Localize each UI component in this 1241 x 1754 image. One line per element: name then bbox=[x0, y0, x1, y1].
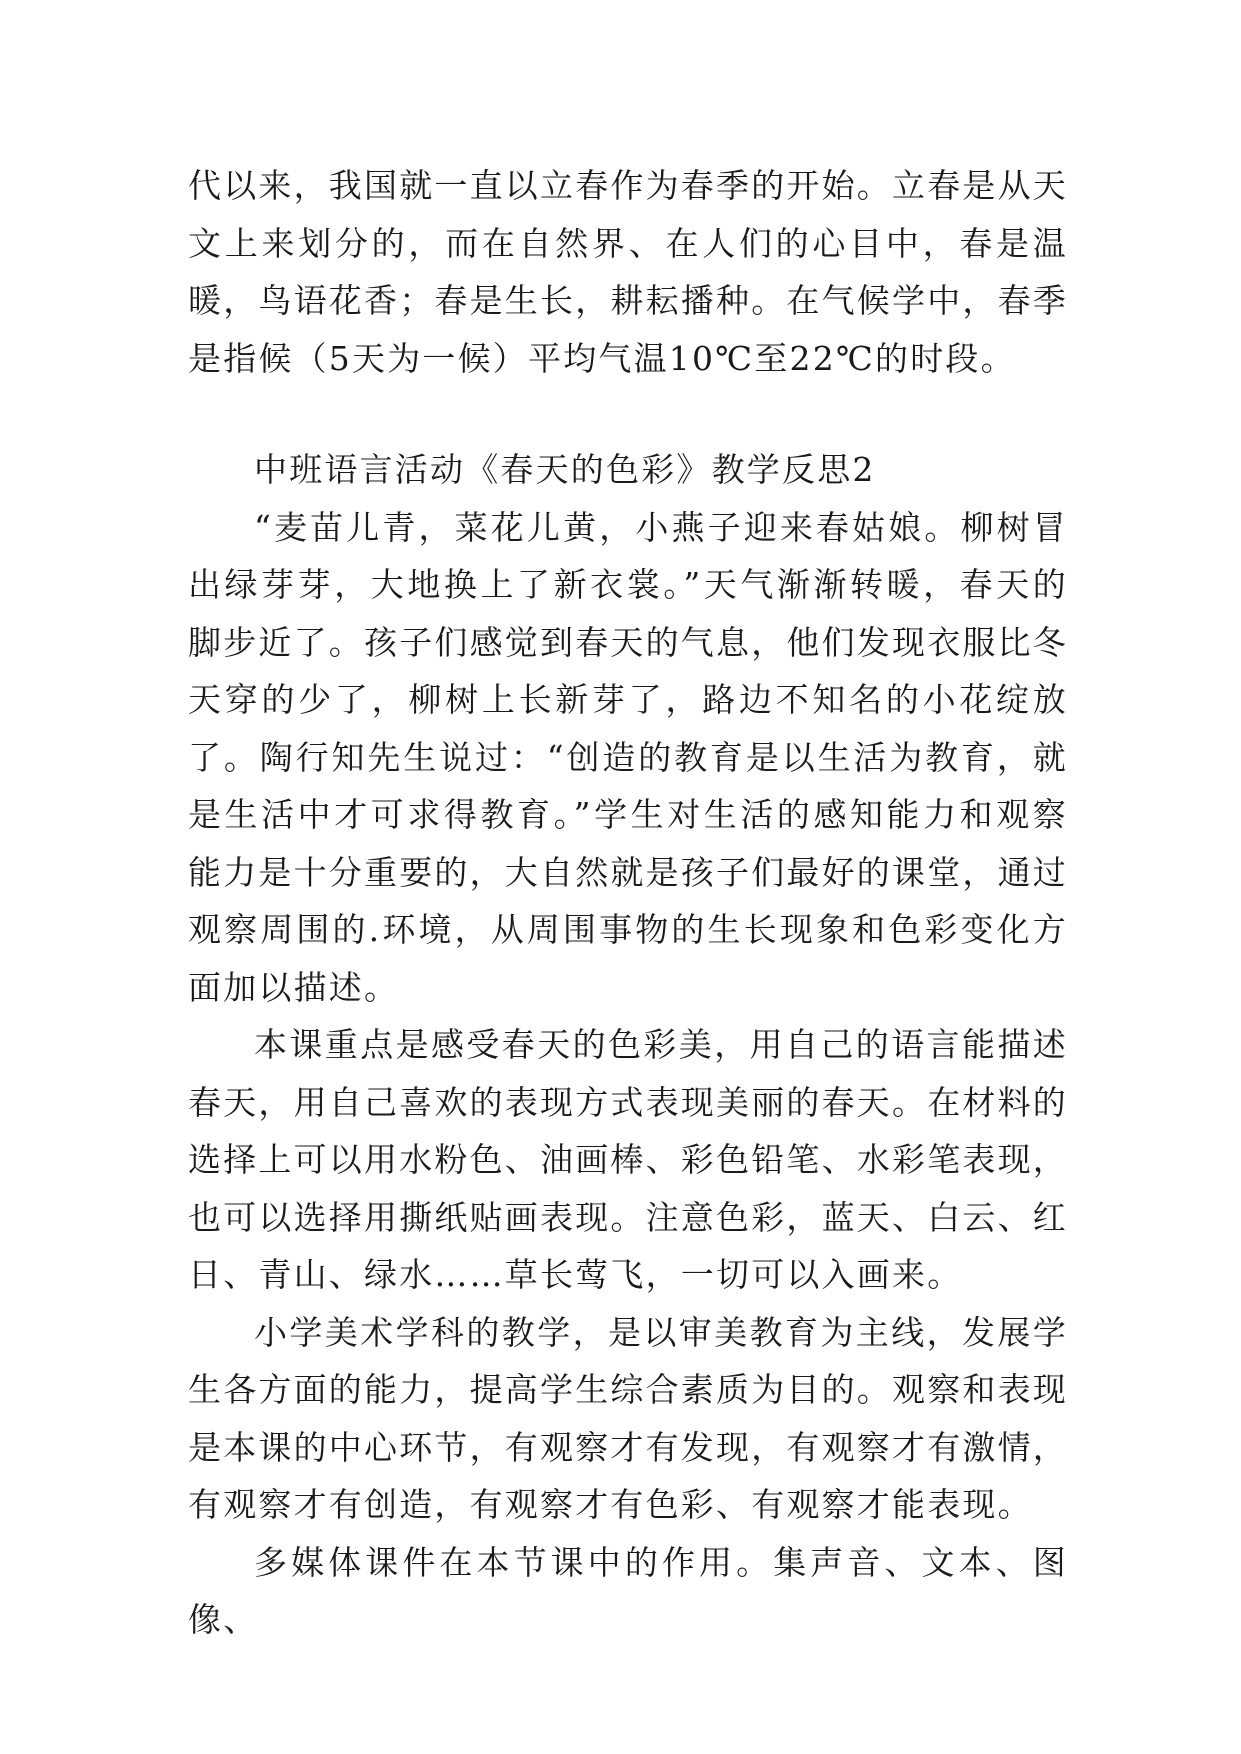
continued-paragraph: 代以来，我国就一直以立春作为春季的开始。立春是从天文上来划分的，而在自然界、在人们的心目中，春是温暖，鸟语花香；春是生长，耕耘播种。在气候学中，春季是指候（5天为一候）平均气温10℃至22℃的时段。 bbox=[188, 166, 1068, 378]
top-text-block bbox=[188, 157, 1068, 387]
paragraph-3: 小学美术学科的教学，是以审美教育为主线，发展学生各方面的能力，提高学生综合素质为目的。观察和表现是本课的中心环节，有观察才有发现，有观察才有激情，有观察才有创造，有观察才有色彩、有观察才能表现。 bbox=[188, 1312, 1068, 1524]
paragraph-1: “麦苗儿青，菜花儿黄，小燕子迎来春姑娘。柳树冒出绿芽芽，大地换上了新衣裳。”天气渐渐转暖，春天的脚步近了。孩子们感觉到春天的气息，他们发现衣服比冬天穿的少了，柳树上长新芽了，路边不知名的小花绽放了。陶行知先生说过：“创造的教育是以生活为教育，就是生活中才可求得教育。”学生对生活的感知能力和观察能力是十分重要的，大自然就是孩子们最好的课堂，通过观察周围的.环境，从周围事物的生长现象和色彩变化方面加以描述。 bbox=[188, 507, 1068, 1007]
paragraph-4: 多媒体课件在本节课中的作用。集声音、文本、图像、 bbox=[188, 1542, 1068, 1639]
section-title: 中班语言活动《春天的色彩》教学反思2 bbox=[254, 450, 876, 489]
body-text-block bbox=[188, 441, 1068, 1649]
paragraph-2: 本课重点是感受春天的色彩美，用自己的语言能描述春天，用自己喜欢的表现方式表现美丽的春天。在材料的选择上可以用水粉色、油画棒、彩色铅笔、水彩笔表现，也可以选择用撕纸贴画表现。注意色彩，蓝天、白云、红日、青山、绿水……草长莺飞，一切可以入画来。 bbox=[188, 1025, 1068, 1294]
